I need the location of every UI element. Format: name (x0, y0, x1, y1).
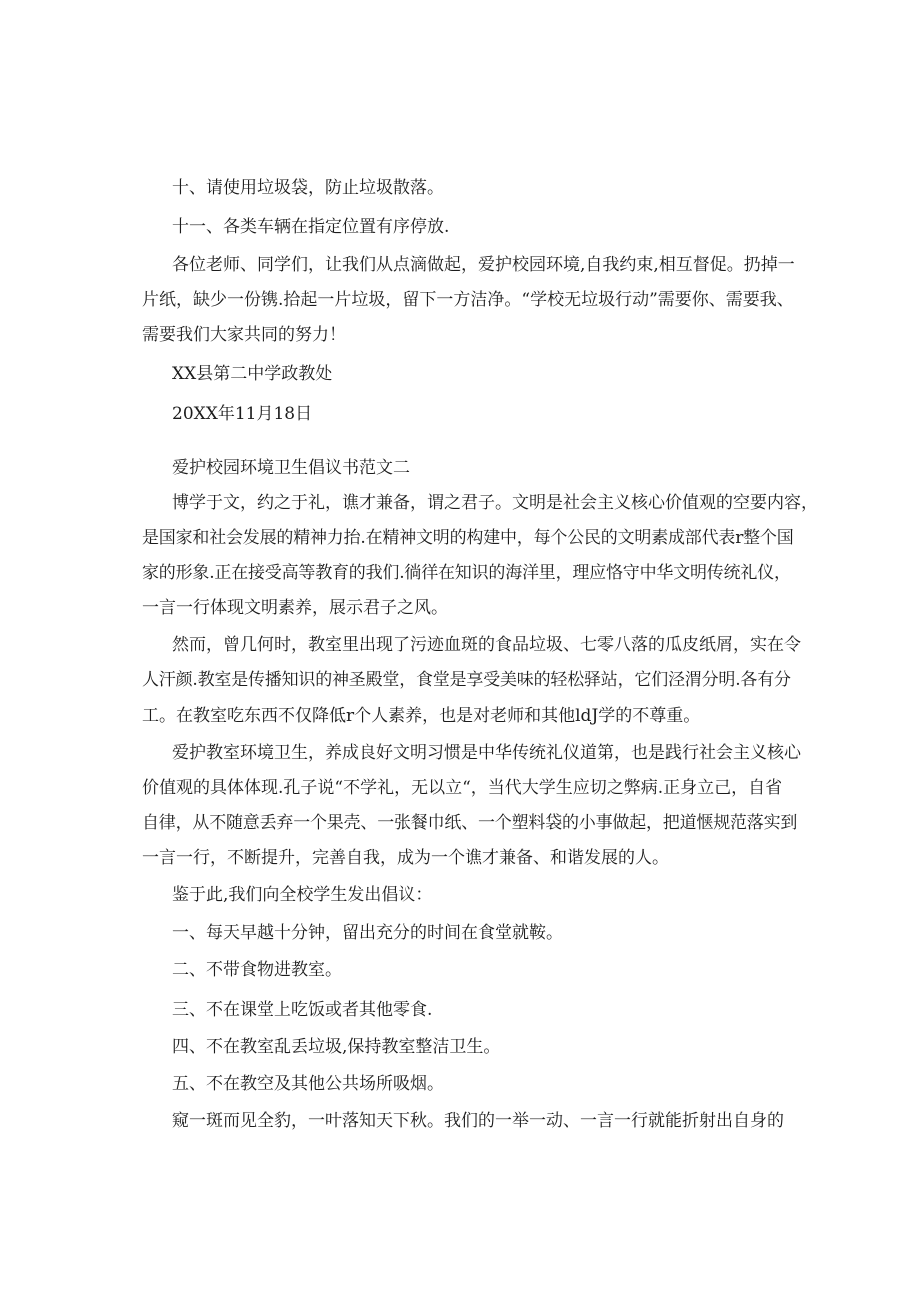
paragraph-3-line-1: 爱护教室环境卫生，养成良好文明习惯是中华传统礼仪道第，也是践行社会主义核心 (172, 743, 801, 763)
proposal-item-4: 四、不在教室乱丢垃圾,保持教室整洁卫生。 (172, 1037, 501, 1057)
paragraph-1-line-2: 是国家和社会发展的精神力抬.在精神文明的构建中，每个公民的文明素成部代表r整个国 (142, 528, 794, 548)
proposal-item-5: 五、不在教空及其他公共场所吸烟。 (172, 1074, 444, 1094)
paragraph-3-line-4: 一言一行，不断提升，完善自我，成为一个谯才兼备、和谐发展的人。 (142, 848, 669, 868)
closing-paragraph-line-2: 片纸，缺少一份镌.拾起一片垃圾，留下一方洁净。“学校无垃圾行动”需要你、需要我、 (142, 290, 794, 310)
rule-eleven: 十、请使用垃圾袋，防止垃圾散落。 (172, 178, 444, 198)
section-title: 爱护校园环境卫生倡议书范文二 (172, 458, 410, 478)
paragraph-1-line-4: 一言一行体现文明素养，展示君子之风。 (142, 598, 448, 618)
closing-paragraph-line-1: 各位老师、同学们，让我们从点滴做起，爱护校园环境,自我约束,相互督促。扔掉一 (172, 255, 795, 275)
rule-twelve: 十一、各类车辆在指定位置有序停放. (172, 217, 450, 237)
closing-paragraph-line-3: 需要我们大家共同的努力！ (142, 325, 346, 345)
proposal-item-1: 一、每天早越十分钟，留出充分的时间在食堂就鞍。 (172, 923, 563, 943)
proposal-item-2: 二、不带食物进教室。 (172, 960, 342, 980)
paragraph-2-line-3: 工。在教室吃东西不仅降低r个人素养，也是对老师和其他ldJ学的不尊重。 (142, 706, 701, 726)
proposal-intro: 鉴于此,我们向全校学生发出倡议： (172, 885, 433, 905)
paragraph-1-line-3: 家的形象.正在接受高等教育的我们.徜徉在知识的海洋里，理应恪守中华文明传统礼仪， (142, 563, 791, 583)
final-paragraph-line-1: 窥一斑而见全豹，一叶落知天下秋。我们的一举一动、一言一行就能折射出自身的 (172, 1111, 784, 1131)
paragraph-2-line-2: 人汗颜.教室是传播知识的神圣殿堂，食堂是享受美味的轻松驿站，它们泾渭分明.各有分 (142, 670, 791, 690)
signature-office: XX县第二中学政教处 (172, 364, 333, 384)
paragraph-3-line-3: 自律，从不随意丢弃一个果壳、一张餐巾纸、一个塑料袋的小事做起，把道惬规范落实到 (142, 813, 798, 833)
signature-date: 20XX年11月18日 (172, 404, 313, 424)
proposal-item-3: 三、不在课堂上吃饭或者其他零食. (172, 1000, 433, 1020)
paragraph-2-line-1: 然而，曾几何时，教室里出现了污迹血斑的食品垃圾、七零八落的瓜皮纸屑，实在令 (172, 635, 801, 655)
paragraph-1-line-1: 博学于文，约之于礼，谯才兼备，谓之君子。文明是社会主义核心价值观的空要内容， (172, 493, 818, 513)
paragraph-3-line-2: 价值观的具体体现.孔子说“不学礼，无以立“，当代大学生应切之弊病.正身立己，自省 (142, 778, 782, 798)
